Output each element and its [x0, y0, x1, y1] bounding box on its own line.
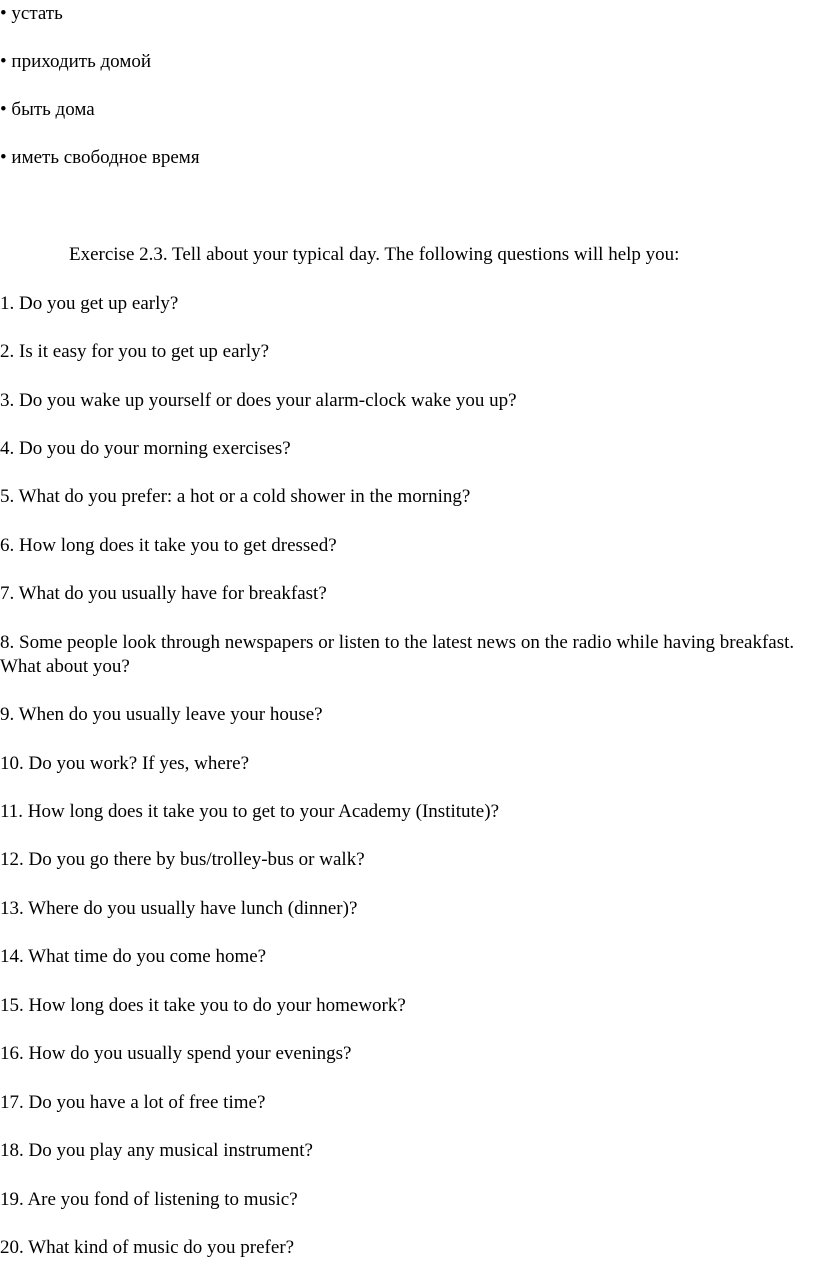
bullet-item: • устать [0, 3, 63, 24]
question-item: 1. Do you get up early? [0, 293, 179, 314]
bullet-item: • быть дома [0, 99, 95, 120]
question-item: 20. What kind of music do you prefer? [0, 1237, 295, 1258]
question-item: 18. Do you play any musical instrument? [0, 1140, 313, 1161]
exercise-heading: Exercise 2.3. Tell about your typical day. The following questions will help you: [69, 244, 680, 265]
question-item: 9. When do you usually leave your house? [0, 704, 323, 725]
question-item: 15. How long does it take you to do your homework? [0, 995, 406, 1016]
question-item: 8. Some people look through newspapers or listen to the latest news on the radio while having breakfast. What about you? [0, 632, 795, 677]
question-item: 2. Is it easy for you to get up early? [0, 341, 270, 362]
question-item: 13. Where do you usually have lunch (dinner)? [0, 898, 358, 919]
bullet-item: • приходить домой [0, 51, 152, 72]
question-item: 7. What do you usually have for breakfast? [0, 583, 327, 604]
question-item: 4. Do you do your morning exercises? [0, 438, 291, 459]
bullet-item: • иметь свободное время [0, 147, 200, 168]
question-item: 3. Do you wake up yourself or does your alarm-clock wake you up? [0, 390, 517, 411]
question-item: 6. How long does it take you to get dressed? [0, 535, 337, 556]
question-item: 14. What time do you come home? [0, 946, 267, 967]
question-item: 19. Are you fond of listening to music? [0, 1189, 298, 1210]
question-item: 17. Do you have a lot of free time? [0, 1092, 266, 1113]
question-item: 12. Do you go there by bus/trolley-bus or walk? [0, 849, 365, 870]
question-item: 16. How do you usually spend your evenings? [0, 1043, 352, 1064]
question-item: 10. Do you work? If yes, where? [0, 753, 250, 774]
question-item: 5. What do you prefer: a hot or a cold shower in the morning? [0, 486, 471, 507]
question-item: 11. How long does it take you to get to your Academy (Institute)? [0, 801, 500, 822]
